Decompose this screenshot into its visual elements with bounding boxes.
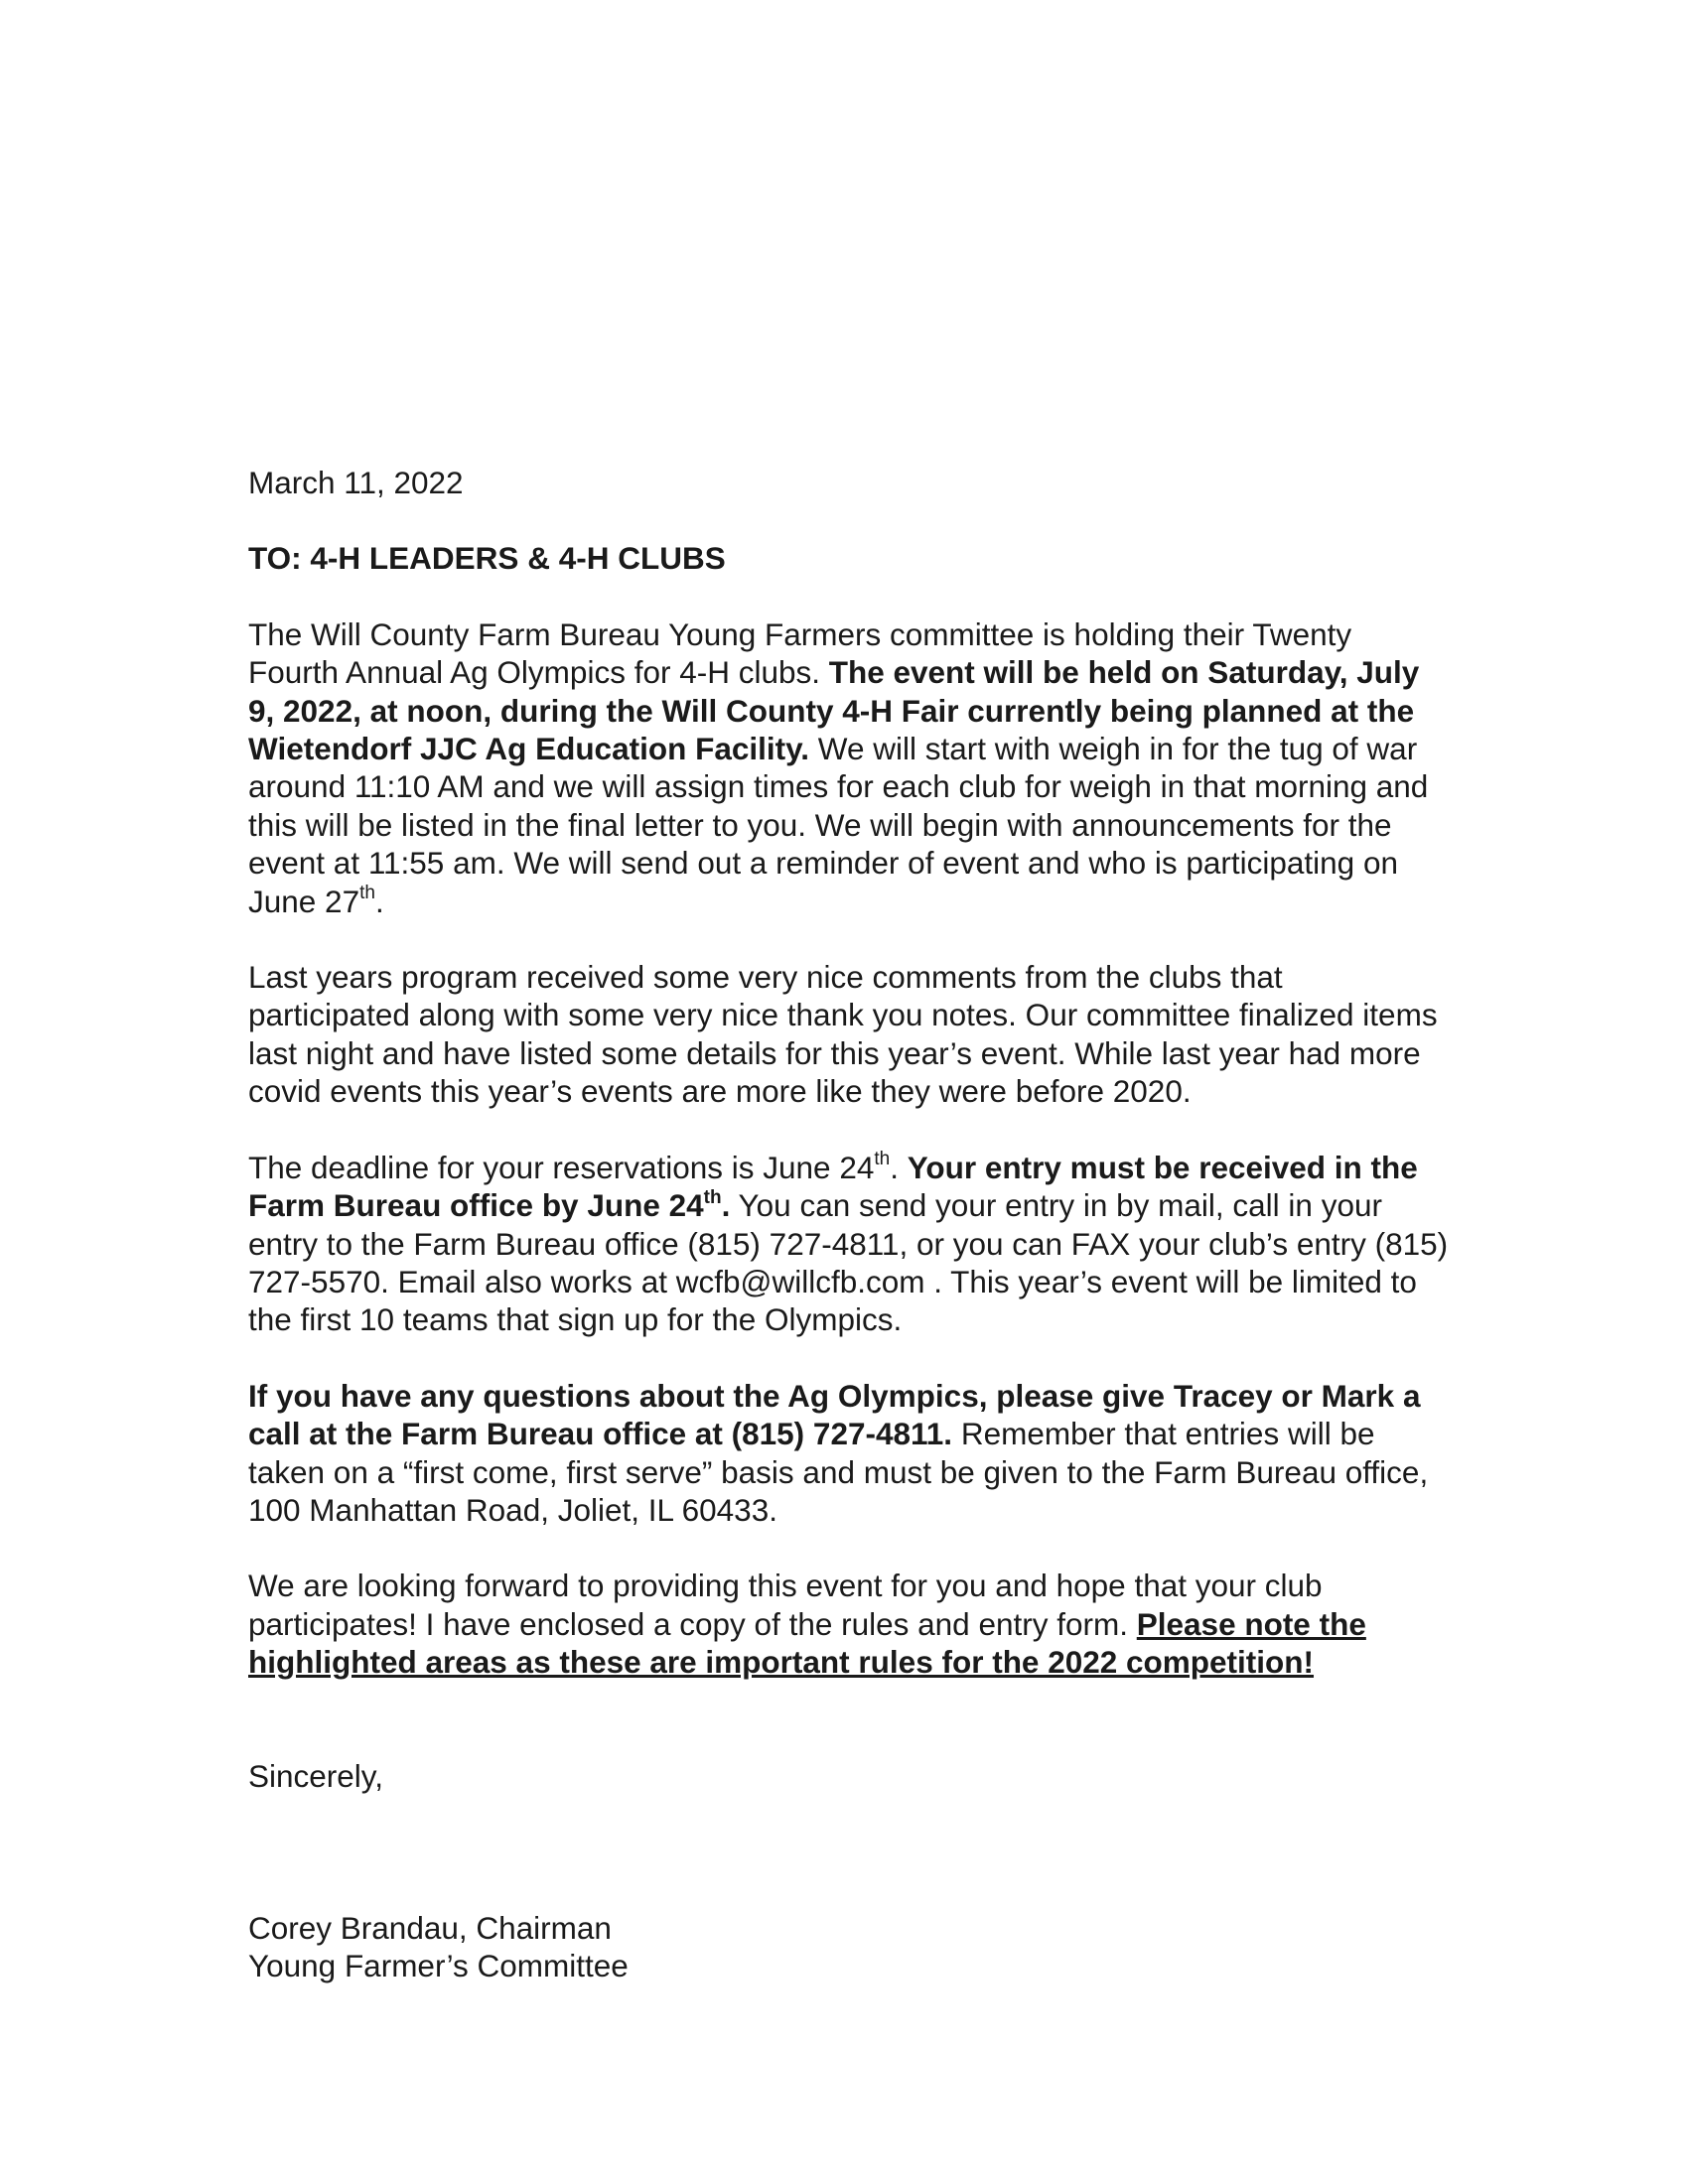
event-date-location-bold: The event will be held on Saturday, July 9, 2022, at noon, during the Will County 4-H Fair currently being planned at the Wietendorf JJC Ag Education Facility. xyxy=(248,654,1420,767)
paragraph-event-details xyxy=(248,615,1450,920)
ordinal-suffix: th xyxy=(703,1186,722,1208)
looking-forward-text: We are looking forward to providing this event for you and hope that your club participates! I have enclosed a copy of the rules and entry form. xyxy=(248,1568,1323,1642)
entry-methods-text: You can send your entry in by mail, call in your entry to the Farm Bureau office (815) 727-4811, or you can FAX your club’s entry (815) 727-5570. Email also works at wcfb@willcfb.com . This year’s event will be limited to the first 10 teams that sign up for the Olympics. xyxy=(248,1187,1449,1338)
questions-contact-bold: If you have any questions about the Ag Olympics, please give Tracey or Mark a call at the Farm Bureau office at (815) 727-4811. xyxy=(248,1377,1421,1452)
deadline-text-end: . xyxy=(890,1149,908,1185)
signer-name: Corey Brandau, Chairman xyxy=(248,1909,612,1946)
paragraph-last-year: Last years program received some very nice comments from the clubs that participated along with some very nice thank you notes. Our committee finalized items last night and have listed some details for this year’s event. While last year had more covid events this year’s events are more like they were before 2020. xyxy=(248,959,1438,1110)
paragraph-looking-forward xyxy=(248,1567,1450,1681)
weigh-in-text: We will start with weigh in for the tug of war around 11:10 AM and we will assign times for each club for weigh in that morning and this will be listed in the final letter to you. We will begin with announcements for the event at 11:55 am. We will send out a reminder of event and who is participating on June 27 xyxy=(248,731,1429,919)
entry-deadline-end: . xyxy=(721,1187,731,1224)
ordinal-suffix: th xyxy=(874,1149,891,1170)
paragraph-deadline xyxy=(248,1149,1450,1339)
event-intro-text: The Will County Farm Bureau Young Farmers committee is holding their Twenty Fourth Annual Ag Olympics for 4-H clubs. xyxy=(248,615,1352,691)
signer-organization: Young Farmer’s Committee xyxy=(248,1948,629,1984)
letter-body xyxy=(248,464,1450,1985)
recipient-line: TO: 4-H LEADERS & 4-H CLUBS xyxy=(248,540,726,577)
ordinal-suffix: th xyxy=(359,883,375,904)
paragraph-questions xyxy=(248,1377,1450,1530)
closing: Sincerely, xyxy=(248,1757,383,1794)
highlighted-rules-note: Please note the highlighted areas as these are important rules for the 2022 competition! xyxy=(248,1605,1366,1681)
letter-date: March 11, 2022 xyxy=(248,465,464,500)
sentence-end: . xyxy=(374,883,384,919)
entry-deadline-text: Your entry must be received in the Farm Bureau office by June 24 xyxy=(248,1149,1418,1224)
deadline-text: The deadline for your reservations is June 24 xyxy=(248,1149,875,1185)
first-come-text: Remember that entries will be taken on a “first come, first serve” basis and must be given to the Farm Bureau office, 100 Manhattan Road, Joliet, IL 60433. xyxy=(248,1416,1429,1528)
